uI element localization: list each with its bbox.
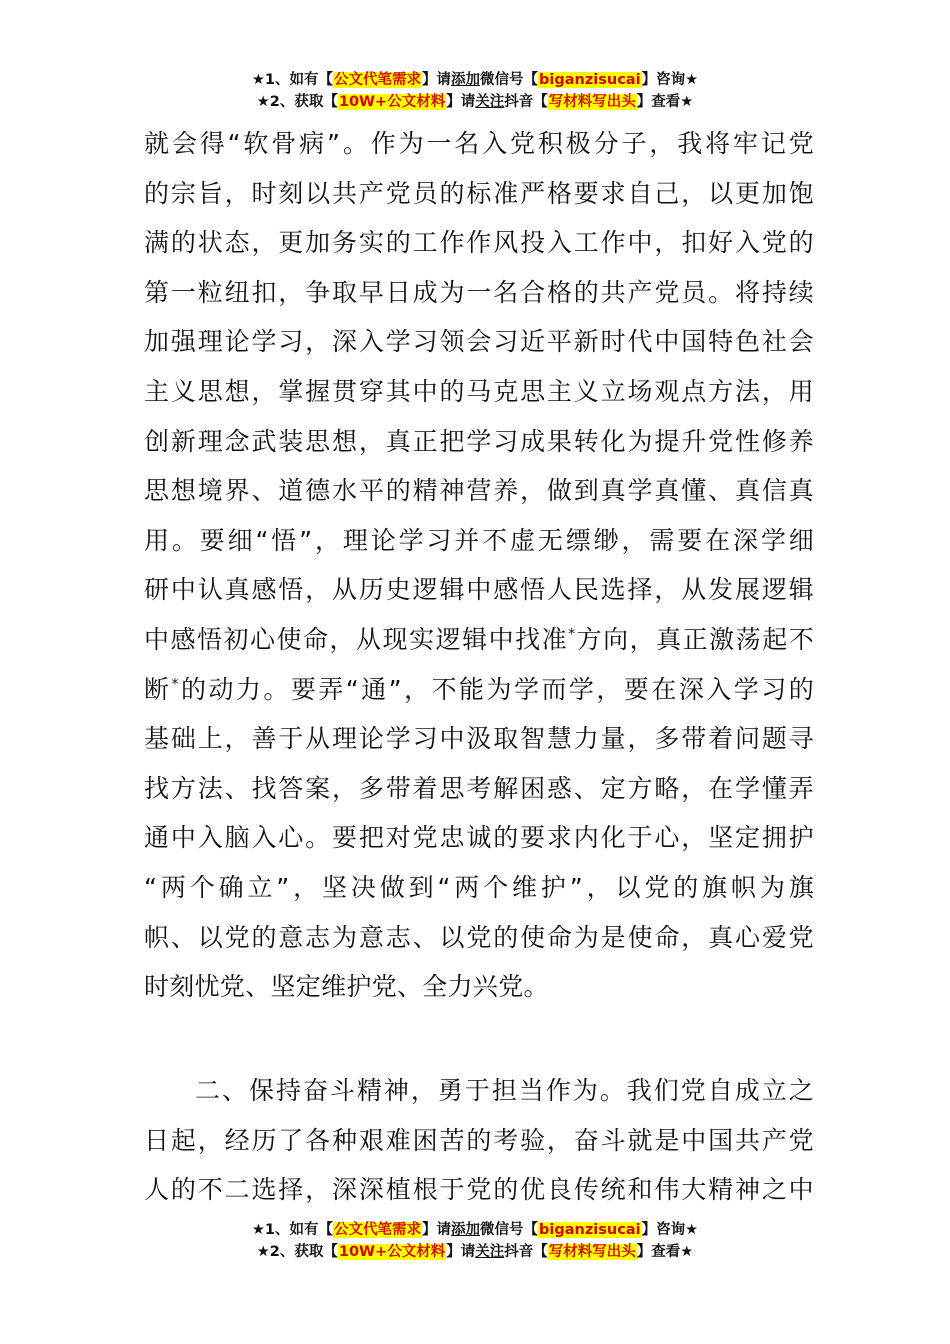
header-banner bbox=[0, 69, 950, 113]
text-line: 中感悟初心使命，从现实逻辑中找准*方向，真正激荡起不 bbox=[144, 624, 815, 654]
highlight-service: 公文代笔需求 bbox=[334, 72, 422, 88]
text-line: 日起，经历了各种艰难困苦的考验，奋斗就是中国共产党 bbox=[144, 1125, 814, 1155]
banner-line-1: ★1、如有【公文代笔需求】请添加微信号【biganzisucai】咨询★ bbox=[251, 72, 699, 88]
text-line: 基础上，善于从理论学习中汲取智慧力量，多带着问题寻 bbox=[144, 724, 814, 754]
text-line: 创新理念武装思想，真正把学习成果转化为提升党性修养 bbox=[144, 426, 814, 456]
text-line: 思想境界、道德水平的精神营养，做到真学真懂、真信真 bbox=[144, 476, 814, 506]
text-line: 找方法、找答案，多带着思考解困惑、定方略，在学懂弄 bbox=[144, 773, 814, 803]
text-line: 满的状态，更加务实的工作作风投入工作中，扣好入党的 bbox=[144, 228, 814, 258]
text-line: 的宗旨，时刻以共产党员的标准严格要求自己，以更加饱 bbox=[144, 178, 814, 208]
highlight-wechat-id: biganzisucai bbox=[539, 72, 641, 88]
text-line: 就会得“软骨病”。作为一名入党积极分子，我将牢记党 bbox=[144, 129, 814, 158]
text-line: 用。要细“悟”，理论学习并不虚无缥缈，需要在深学细 bbox=[144, 525, 814, 555]
text-line: 二、保持奋斗精神，勇于担当作为。我们党自成立之 bbox=[195, 1076, 814, 1105]
highlight-materials: 10W+公文材料 bbox=[338, 94, 446, 110]
text-line: 研中认真感悟，从历史逻辑中感悟人民选择，从发展逻辑 bbox=[144, 575, 814, 605]
highlight-douyin-id: 写材料写出头 bbox=[548, 1244, 636, 1260]
text-line: 帜、以党的意志为意志、以党的使命为是使命，真心爱党 bbox=[144, 922, 814, 952]
paragraph-1 bbox=[144, 119, 814, 1012]
text-line: 加强理论学习，深入学习领会习近平新时代中国特色社会 bbox=[144, 327, 814, 357]
banner-line-1: ★1、如有【公文代笔需求】请添加微信号【biganzisucai】咨询★ bbox=[251, 1222, 699, 1238]
highlight-wechat-id: biganzisucai bbox=[539, 1222, 641, 1238]
text-line: 人的不二选择，深深植根于党的优良传统和伟大精神之中 bbox=[144, 1175, 814, 1205]
banner-line-2: ★2、获取【10W+公文材料】请关注抖音【写材料写出头】查看★ bbox=[256, 94, 694, 110]
highlight-douyin-id: 写材料写出头 bbox=[548, 94, 636, 110]
highlight-service: 公文代笔需求 bbox=[334, 1222, 422, 1238]
highlight-materials: 10W+公文材料 bbox=[338, 1244, 446, 1260]
asterisk-mark: * bbox=[171, 676, 179, 693]
text-line: 断*的动力。要弄“通”，不能为学而学，要在深入学习的 bbox=[144, 674, 814, 704]
text-line-last: 时刻忧党、坚定维护党、全力兴党。 bbox=[144, 972, 549, 1002]
text-line: 主义思想，掌握贯穿其中的马克思主义立场观点方法，用 bbox=[144, 376, 814, 406]
asterisk-mark: * bbox=[568, 626, 576, 643]
text-line: “两个确立”，坚决做到“两个维护”，以党的旗帜为旗 bbox=[144, 872, 814, 902]
text-line: 第一粒纽扣，争取早日成为一名合格的共产党员。将持续 bbox=[144, 277, 814, 307]
paragraph-2 bbox=[144, 1066, 814, 1215]
text-line: 通中入脑入心。要把对党忠诚的要求内化于心，坚定拥护 bbox=[144, 823, 814, 853]
banner-line-2: ★2、获取【10W+公文材料】请关注抖音【写材料写出头】查看★ bbox=[256, 1244, 694, 1260]
footer-banner bbox=[0, 1219, 950, 1263]
